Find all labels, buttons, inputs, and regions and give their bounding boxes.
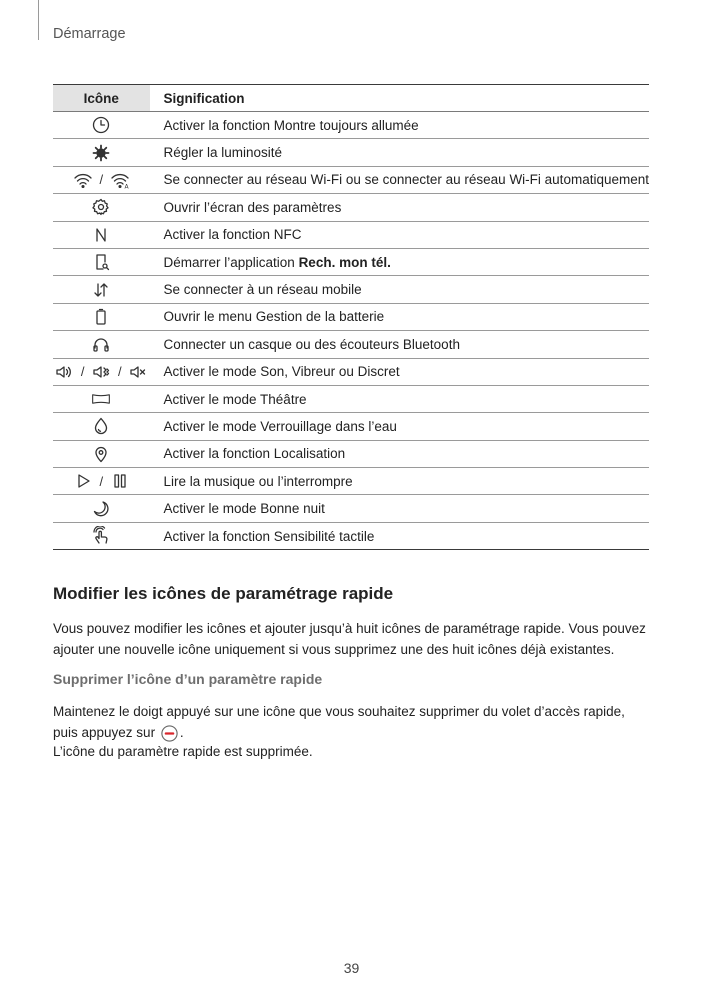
row-text: Activer la fonction Localisation <box>150 440 650 467</box>
row-text: Ouvrir le menu Gestion de la batterie <box>150 303 650 330</box>
app-name-bold: Rech. mon tél. <box>298 254 391 270</box>
row-text: Activer la fonction Montre toujours allumée <box>150 112 650 139</box>
icon-separator: / <box>118 364 122 380</box>
table-row <box>53 413 649 440</box>
find-phone-icon <box>91 252 111 272</box>
table-row <box>53 221 649 248</box>
table-row <box>53 303 649 330</box>
icon-separator: / <box>99 473 104 489</box>
row-text: Activer la fonction Sensibilité tactile <box>150 522 650 549</box>
row-text: Lire la musique ou l’interrompre <box>150 468 650 495</box>
row-text: Activer le mode Bonne nuit <box>150 495 650 522</box>
column-header-meaning: Signification <box>150 85 650 112</box>
clock-icon <box>91 115 111 135</box>
table-row <box>53 248 649 275</box>
row-text: Régler la luminosité <box>150 139 650 166</box>
touch-sensitivity-icon <box>91 526 111 546</box>
table-row <box>53 522 649 549</box>
sound-icon <box>54 362 74 382</box>
table-row <box>53 331 649 358</box>
vibrate-icon <box>91 362 111 382</box>
mobile-data-icon <box>91 280 111 300</box>
table-row <box>53 276 649 303</box>
page-number: 39 <box>343 960 360 976</box>
row-text: Connecter un casque ou des écouteurs Bluetooth <box>150 331 650 358</box>
water-lock-icon <box>91 416 111 436</box>
wifi-auto-icon <box>110 170 130 190</box>
row-text <box>150 221 650 248</box>
result-text: L’icône du paramètre rapide est supprimée. <box>53 744 313 759</box>
row-text: Se connecter à un réseau mobile <box>150 276 650 303</box>
table-row <box>53 112 649 139</box>
header-rule <box>38 0 39 40</box>
table-row <box>53 495 649 522</box>
table-row <box>53 358 649 385</box>
play-icon <box>73 471 93 491</box>
instruction-text: Maintenez le doigt appuyé sur une icône que vous souhaitez supprimer du volet d’accès rapide, puis appuyez sur <box>53 704 625 740</box>
row-text-prefix: Démarrer l’application <box>163 254 299 270</box>
headphones-icon <box>91 334 111 354</box>
mute-icon <box>128 362 148 382</box>
battery-icon <box>91 307 111 327</box>
moon-icon <box>91 499 111 519</box>
row-text: Activer le mode Théâtre <box>150 385 650 412</box>
row-text: Ouvrir l’écran des paramètres <box>150 194 650 221</box>
table-row <box>53 139 649 166</box>
row-text: Activer le mode Verrouillage dans l’eau <box>150 413 650 440</box>
row-text <box>150 248 650 275</box>
theater-icon <box>91 389 111 409</box>
section-paragraph: Vous pouvez modifier les icônes et ajouter jusqu’à huit icônes de paramétrage rapide. Vous pouvez ajouter une nouvelle icône uniquement si vous supprimez une des huit icônes déjà existantes. <box>53 621 646 657</box>
nfc-icon <box>91 225 111 245</box>
settings-gear-icon <box>91 197 111 217</box>
table-header-row <box>53 85 649 112</box>
row-text: Se connecter au réseau Wi-Fi ou se connecter au réseau Wi-Fi automatiquement <box>150 166 650 193</box>
pause-icon <box>110 471 130 491</box>
icon-separator: / <box>80 364 85 380</box>
table-row <box>53 385 649 412</box>
instruction-suffix: . <box>179 725 184 740</box>
icon-meaning-table <box>53 84 649 550</box>
table-row <box>53 166 649 193</box>
subsection-title: Supprimer l’icône d’un paramètre rapide <box>53 671 323 687</box>
brightness-icon <box>91 143 111 163</box>
table-row <box>53 440 649 467</box>
svg-text:A: A <box>124 183 129 190</box>
wifi-icon <box>73 170 93 190</box>
row-text-prefix: Activer la fonction NFC <box>163 227 302 243</box>
column-header-icon: Icône <box>53 85 150 112</box>
instruction-paragraph <box>53 701 653 743</box>
section-title: Modifier les icônes de paramétrage rapide <box>53 584 394 603</box>
section-header: Démarrage <box>53 26 126 42</box>
icon-separator: / <box>99 172 104 188</box>
table-row <box>53 468 649 495</box>
remove-circle-icon <box>160 724 179 743</box>
table-row <box>53 194 649 221</box>
location-icon <box>91 444 111 464</box>
row-text: Activer le mode Son, Vibreur ou Discret <box>150 358 650 385</box>
